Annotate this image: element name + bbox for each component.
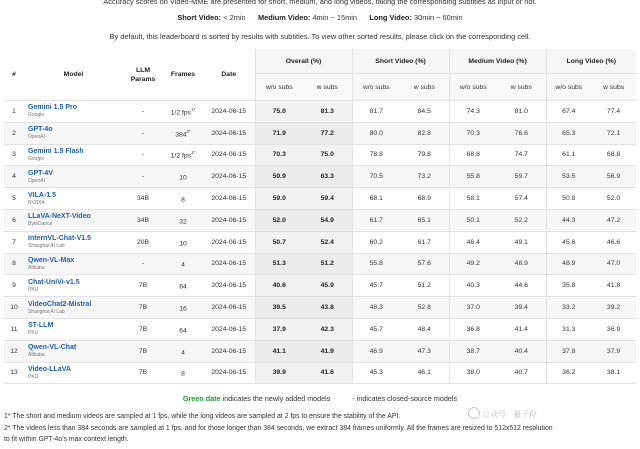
medium-wo-subs: 49.2: [449, 253, 497, 275]
llm-params: 7B: [123, 297, 163, 319]
model-org: PKU: [28, 373, 39, 380]
table-row: [4, 231, 636, 253]
medium-wo-subs: 36.8: [449, 318, 497, 340]
sort-short-wo-subs[interactable]: w/o subs: [352, 74, 400, 101]
model-cell: [24, 209, 123, 231]
sort-medium-w-subs[interactable]: w subs: [497, 74, 546, 101]
long-wo-subs: 36.2: [546, 362, 591, 384]
legend: [0, 392, 640, 406]
short-wo-subs: 70.5: [352, 166, 400, 188]
long-label: Long Video:: [369, 13, 412, 22]
wechat-icon: [468, 407, 480, 419]
frames: [163, 122, 203, 144]
overall-wo-subs: 50.7: [255, 231, 303, 253]
overall-w-subs: 41.6: [303, 362, 352, 384]
frames: [163, 275, 203, 297]
table-row: [4, 253, 636, 275]
model-cell: [24, 340, 123, 362]
watermark-text: 公众号 · 量子位: [482, 410, 538, 419]
sort-overall-w-subs[interactable]: w subs: [303, 74, 352, 101]
model-org: ByteDance: [28, 221, 53, 228]
long-wo-subs: 67.4: [546, 101, 591, 123]
date: 2024-06-15: [203, 297, 255, 319]
col-medium[interactable]: Medium Video (%): [449, 49, 546, 74]
frames: [163, 188, 203, 210]
frames-value: 16: [179, 305, 187, 313]
model-link[interactable]: GPT-4o: [28, 126, 53, 134]
frames-value: 1/2 fps: [170, 109, 192, 117]
short-wo-subs: 55.8: [352, 253, 400, 275]
short-w-subs: 68.9: [400, 188, 449, 210]
overall-wo-subs: 39.9: [255, 362, 303, 384]
long-w-subs: 72.1: [591, 122, 636, 144]
frames: [163, 209, 203, 231]
date: 2024-06-15: [203, 275, 255, 297]
model-cell: [24, 297, 123, 319]
frames-value: 1/2 fps: [170, 152, 192, 160]
table-row: [4, 144, 636, 166]
model-cell: [24, 101, 123, 123]
sort-long-wo-subs[interactable]: w/o subs: [546, 74, 591, 101]
rank: 3: [4, 144, 24, 166]
rank: 2: [4, 122, 24, 144]
medium-wo-subs: 70.3: [449, 122, 497, 144]
rank: 9: [4, 275, 24, 297]
medium-wo-subs: 40.3: [449, 275, 497, 297]
rank: 12: [4, 340, 24, 362]
short-wo-subs: 78.8: [352, 144, 400, 166]
col-long[interactable]: Long Video (%): [546, 49, 636, 74]
model-org: Shanghai AI Lab: [28, 308, 65, 315]
frames-value: 64: [179, 283, 187, 291]
llm-params: 34B: [123, 188, 163, 210]
overall-wo-subs: 41.1: [255, 340, 303, 362]
legend-dash: -: [352, 394, 355, 403]
model-org: Shanghai AI Lab: [28, 243, 65, 250]
table-row: [4, 362, 636, 384]
short-wo-subs: 45.3: [352, 362, 400, 384]
medium-label: Medium Video:: [257, 13, 311, 22]
long-wo-subs: 48.9: [546, 253, 591, 275]
date: 2024-06-15: [203, 318, 255, 340]
model-link[interactable]: Gemini 1.5 Flash: [28, 147, 84, 155]
frames-footnote: 2*: [186, 128, 191, 134]
long-w-subs: 47.0: [591, 253, 636, 275]
model-org: OpenAI: [28, 177, 45, 184]
llm-params: -: [123, 101, 163, 123]
model-org: NVIDIA: [28, 199, 45, 206]
model-link[interactable]: Gemini 1.5 Pro: [28, 104, 78, 112]
long-w-subs: 39.2: [591, 297, 636, 319]
long-wo-subs: 45.6: [546, 231, 591, 253]
table-row: [4, 122, 636, 144]
overall-w-subs: 75.0: [303, 144, 352, 166]
footnote-3: to fit within GPT-4o's max context length.: [4, 436, 129, 443]
col-llm-params-label: LLM Params: [130, 66, 156, 83]
date: 2024-06-15: [203, 144, 255, 166]
model-link[interactable]: VILA-1.5: [28, 191, 57, 199]
date: 2024-06-15: [203, 188, 255, 210]
model-org: OpenAI: [28, 134, 45, 141]
short-w-subs: 84.5: [400, 101, 449, 123]
medium-wo-subs: 37.0: [449, 297, 497, 319]
table-row: [4, 209, 636, 231]
model-cell: [24, 166, 123, 188]
long-w-subs: 77.4: [591, 101, 636, 123]
frames: [163, 144, 203, 166]
description-line: Accuracy scores on Video-MME are presented for short, medium, and long videos, taking the corresponding subtitles as input or not.: [103, 0, 537, 6]
frames-value: 10: [179, 174, 187, 182]
frames-value: 10: [179, 239, 187, 247]
table-row: [4, 318, 636, 340]
medium-w-subs: 76.6: [497, 122, 546, 144]
llm-params: 7B: [123, 340, 163, 362]
model-link[interactable]: GPT-4V: [28, 169, 53, 177]
frames: [163, 231, 203, 253]
overall-wo-subs: 39.5: [255, 297, 303, 319]
sort-overall-wo-subs[interactable]: w/o subs: [255, 74, 303, 101]
model-cell: [24, 362, 123, 384]
overall-w-subs: 81.3: [303, 101, 352, 123]
col-llm-params[interactable]: [123, 49, 163, 101]
long-w-subs: 52.0: [591, 188, 636, 210]
model-cell: [24, 188, 123, 210]
medium-w-subs: 48.9: [497, 253, 546, 275]
long-w-subs: 68.8: [591, 144, 636, 166]
long-w-subs: 36.9: [591, 318, 636, 340]
medium-w-subs: 39.4: [497, 297, 546, 319]
medium-w-subs: 40.4: [497, 340, 546, 362]
date: 2024-06-15: [203, 231, 255, 253]
model-cell: [24, 253, 123, 275]
medium-wo-subs: 58.1: [449, 188, 497, 210]
short-wo-subs: 45.7: [352, 318, 400, 340]
model-org: PKU: [28, 286, 39, 293]
rank: 8: [4, 253, 24, 275]
llm-params: 7B: [123, 275, 163, 297]
short-wo-subs: 60.2: [352, 231, 400, 253]
medium-wo-subs: 68.8: [449, 144, 497, 166]
overall-w-subs: 51.2: [303, 253, 352, 275]
short-w-subs: 79.8: [400, 144, 449, 166]
model-cell: [24, 231, 123, 253]
frames: [163, 166, 203, 188]
model-org: Google: [28, 112, 45, 119]
overall-wo-subs: 59.9: [255, 166, 303, 188]
overall-w-subs: 77.2: [303, 122, 352, 144]
long-wo-subs: 53.5: [546, 166, 591, 188]
model-cell: [24, 144, 123, 166]
medium-wo-subs: 38.7: [449, 340, 497, 362]
long-w-subs: 38.1: [591, 362, 636, 384]
model-link[interactable]: LLaVA-NeXT-Video: [28, 213, 91, 221]
medium-wo-subs: 38.0: [449, 362, 497, 384]
leaderboard-table: [4, 49, 636, 384]
frames-value: 4: [181, 348, 185, 356]
long-w-subs: 46.6: [591, 231, 636, 253]
overall-w-subs: 45.9: [303, 275, 352, 297]
long-value: 30min ~ 60min: [413, 13, 463, 22]
frames: [163, 101, 203, 123]
video-length-legend: [0, 11, 640, 25]
medium-w-subs: 57.4: [497, 188, 546, 210]
rank: 7: [4, 231, 24, 253]
model-link[interactable]: Qwen-VL-Chat: [28, 344, 77, 352]
overall-w-subs: 59.4: [303, 188, 352, 210]
model-cell: [24, 275, 123, 297]
medium-wo-subs: 50.1: [449, 209, 497, 231]
frames-value: 384: [175, 130, 187, 138]
overall-w-subs: 43.8: [303, 297, 352, 319]
model-link[interactable]: InternVL-Chat-V1.5: [28, 235, 92, 243]
frames: [163, 253, 203, 275]
model-org: PKU: [28, 330, 39, 337]
overall-wo-subs: 70.3: [255, 144, 303, 166]
short-w-subs: 48.4: [400, 318, 449, 340]
model-link[interactable]: VideoChat2-Mistral: [28, 300, 92, 308]
model-link[interactable]: Video-LLaVA: [28, 365, 71, 373]
llm-params: -: [123, 253, 163, 275]
medium-w-subs: 49.1: [497, 231, 546, 253]
short-w-subs: 61.7: [400, 231, 449, 253]
short-wo-subs: 81.7: [352, 101, 400, 123]
overall-wo-subs: 75.0: [255, 101, 303, 123]
model-org: Alibaba: [28, 264, 45, 271]
rank: 1: [4, 101, 24, 123]
overall-w-subs: 54.9: [303, 209, 352, 231]
rank: 6: [4, 209, 24, 231]
footnote-1: 1* The short and medium videos are sampled at 1 fps, while the long videos are sampled at 2 fps to ensure the stability of the API.: [4, 413, 401, 420]
medium-w-subs: 44.6: [497, 275, 546, 297]
legend-green-date: Green date: [182, 394, 221, 403]
overall-w-subs: 63.3: [303, 166, 352, 188]
description: [0, 0, 640, 45]
col-model[interactable]: Model: [24, 49, 123, 101]
long-w-subs: 56.9: [591, 166, 636, 188]
long-wo-subs: 31.3: [546, 318, 591, 340]
short-w-subs: 73.2: [400, 166, 449, 188]
llm-params: -: [123, 166, 163, 188]
overall-wo-subs: 52.0: [255, 209, 303, 231]
frames-value: 64: [179, 327, 187, 334]
llm-params: 34B: [123, 209, 163, 231]
rank: 5: [4, 188, 24, 210]
short-w-subs: 65.1: [400, 209, 449, 231]
rank: 13: [4, 362, 24, 384]
medium-value: 4min ~ 15min: [312, 13, 358, 22]
date: 2024-06-15: [203, 362, 255, 384]
overall-wo-subs: 40.6: [255, 275, 303, 297]
watermark: [468, 407, 537, 420]
col-frames[interactable]: Frames: [163, 49, 203, 101]
date: 2024-06-15: [203, 209, 255, 231]
short-w-subs: 47.3: [400, 340, 449, 362]
short-w-subs: 51.2: [400, 275, 449, 297]
short-w-subs: 46.1: [400, 362, 449, 384]
rank: 10: [4, 297, 24, 319]
medium-w-subs: 52.2: [497, 209, 546, 231]
llm-params: -: [123, 122, 163, 144]
rank: 11: [4, 318, 24, 340]
short-wo-subs: 45.7: [352, 275, 400, 297]
long-w-subs: 41.8: [591, 275, 636, 297]
medium-wo-subs: 55.8: [449, 166, 497, 188]
frames: [163, 318, 203, 340]
short-w-subs: 52.8: [400, 297, 449, 319]
table-row: [4, 297, 636, 319]
short-w-subs: 82.8: [400, 122, 449, 144]
frames-value: 4: [181, 261, 185, 269]
model-link[interactable]: Qwen-VL-Max: [28, 256, 75, 264]
frames-value: 8: [181, 196, 185, 204]
table-row: [4, 166, 636, 188]
col-rank[interactable]: #: [4, 49, 24, 101]
long-wo-subs: 65.3: [546, 122, 591, 144]
medium-w-subs: 74.7: [497, 144, 546, 166]
long-wo-subs: 50.8: [546, 188, 591, 210]
short-w-subs: 57.6: [400, 253, 449, 275]
legend-green-text: indicates the newly added models: [222, 394, 331, 403]
short-wo-subs: 68.1: [352, 188, 400, 210]
table-row: [4, 101, 636, 123]
date: 2024-06-15: [203, 340, 255, 362]
short-wo-subs: 46.9: [352, 340, 400, 362]
medium-w-subs: 81.0: [497, 101, 546, 123]
overall-w-subs: 42.3: [303, 318, 352, 340]
col-date[interactable]: Date: [203, 49, 255, 101]
sort-long-w-subs[interactable]: w subs: [591, 74, 636, 101]
model-org: Google: [28, 155, 45, 162]
short-wo-subs: 80.0: [352, 122, 400, 144]
llm-params: -: [123, 144, 163, 166]
table-row: [4, 340, 636, 362]
overall-w-subs: 52.4: [303, 231, 352, 253]
date: 2024-06-15: [203, 122, 255, 144]
medium-wo-subs: 46.4: [449, 231, 497, 253]
frames-footnote: 1*: [191, 150, 196, 156]
long-wo-subs: 35.8: [546, 275, 591, 297]
long-w-subs: 37.9: [591, 340, 636, 362]
model-org: Alibaba: [28, 352, 45, 359]
long-wo-subs: 37.8: [546, 340, 591, 362]
short-value: < 2min: [223, 13, 246, 22]
model-link[interactable]: Chat-UniVi-v1.5: [28, 278, 80, 286]
llm-params: 20B: [123, 231, 163, 253]
medium-w-subs: 41.4: [497, 318, 546, 340]
overall-wo-subs: 59.0: [255, 188, 303, 210]
short-wo-subs: 61.7: [352, 209, 400, 231]
rank: 4: [4, 166, 24, 188]
overall-wo-subs: 71.9: [255, 122, 303, 144]
model-cell: [24, 318, 123, 340]
llm-params: 7B: [123, 362, 163, 384]
legend-dash-text: indicates closed-source models: [356, 394, 458, 403]
model-link[interactable]: ST-LLM: [28, 322, 54, 330]
long-wo-subs: 44.3: [546, 209, 591, 231]
medium-wo-subs: 74.3: [449, 101, 497, 123]
frames-footnote: 1*: [191, 106, 196, 112]
table-row: [4, 275, 636, 297]
frames: [163, 340, 203, 362]
medium-w-subs: 59.7: [497, 166, 546, 188]
sort-short-w-subs[interactable]: w subs: [400, 74, 449, 101]
footnotes: [4, 411, 636, 446]
llm-params: 7B: [123, 318, 163, 340]
overall-wo-subs: 37.9: [255, 318, 303, 340]
date: 2024-06-15: [203, 253, 255, 275]
short-wo-subs: 48.3: [352, 297, 400, 319]
short-label: Short Video:: [177, 13, 222, 22]
footnote-2: 2* The videos less than 384 seconds are sampled at 1 fps, and for those longer than 384 seconds, we extract 384 frames uniformly. All the frames are resized to 512x512 resolution: [4, 424, 553, 432]
long-w-subs: 47.2: [591, 209, 636, 231]
sort-hint: By default, this leaderboard is sorted by results with subtitles. To view other sorted results, please click on the corresponding cell.: [109, 32, 531, 41]
overall-wo-subs: 51.3: [255, 253, 303, 275]
col-overall[interactable]: Overall (%): [255, 49, 352, 74]
date: 2024-06-15: [203, 166, 255, 188]
date: 2024-06-15: [203, 101, 255, 123]
long-wo-subs: 33.2: [546, 297, 591, 319]
frames-value: 8: [181, 370, 185, 378]
sort-medium-wo-subs[interactable]: w/o subs: [449, 74, 497, 101]
frames: [163, 297, 203, 319]
medium-w-subs: 40.7: [497, 362, 546, 384]
table-row: [4, 188, 636, 210]
overall-w-subs: 41.9: [303, 340, 352, 362]
long-wo-subs: 61.1: [546, 144, 591, 166]
frames: [163, 362, 203, 384]
frames-value: 32: [179, 218, 187, 226]
col-short[interactable]: Short Video (%): [352, 49, 449, 74]
model-cell: [24, 122, 123, 144]
